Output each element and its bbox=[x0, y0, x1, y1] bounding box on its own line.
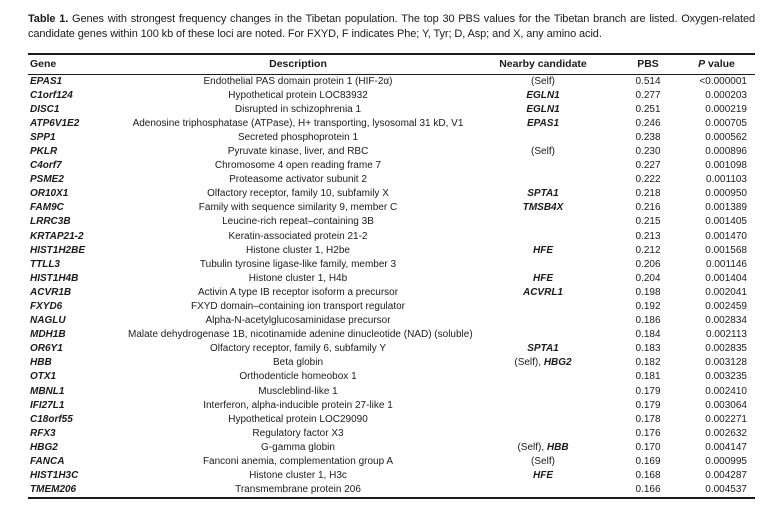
table-row bbox=[28, 427, 755, 441]
table-row bbox=[28, 258, 755, 272]
p-value-cell: 0.003235 bbox=[705, 371, 747, 383]
table-header bbox=[28, 54, 755, 74]
nearby-candidate-cell bbox=[468, 286, 618, 300]
gene-symbol: NAGLU bbox=[30, 315, 66, 327]
nearby-candidate-cell bbox=[468, 300, 618, 314]
description-cell: Adenosine triphosphatase (ATPase), H+ transporting, lysosomal 31 kD, V1 bbox=[132, 117, 464, 129]
table-row bbox=[28, 244, 755, 258]
pbs-cell: 0.183 bbox=[635, 343, 661, 355]
gene-cell bbox=[28, 103, 128, 117]
nearby-candidate-cell bbox=[468, 469, 618, 483]
pbs-cell: 0.514 bbox=[635, 75, 661, 87]
description-cell: Proteasome activator subunit 2 bbox=[229, 174, 367, 186]
gene-symbol: HBB bbox=[30, 357, 52, 369]
p-value-cell: 0.001103 bbox=[706, 174, 747, 186]
p-value-cell: 0.004147 bbox=[705, 441, 747, 453]
description-cell: Fanconi anemia, complementation group A bbox=[202, 456, 394, 468]
pbs-cell: 0.176 bbox=[635, 427, 661, 439]
pbs-cell: 0.215 bbox=[635, 216, 661, 228]
p-value-cell: 0.001404 bbox=[705, 272, 747, 284]
table-row bbox=[28, 469, 755, 483]
p-value-rest: value bbox=[708, 58, 735, 71]
table-caption bbox=[28, 12, 755, 41]
nearby-candidate-cell bbox=[468, 230, 618, 244]
nearby-candidate-cell bbox=[468, 427, 618, 441]
candidate-gene-symbol: HFE bbox=[533, 272, 553, 284]
nearby-candidate-cell bbox=[468, 215, 618, 229]
column-header-nearby-candidate: Nearby candidate bbox=[468, 54, 618, 74]
pbs-cell: 0.168 bbox=[635, 470, 661, 482]
pbs-cell: 0.216 bbox=[635, 202, 661, 214]
nearby-candidate-cell bbox=[468, 413, 618, 427]
caption-text-2: candidate genes within 100 kb of these loci are noted. For FXYD, F indicates Phe; Y, Tyr; D, Asp; and X, any amino acid. bbox=[28, 27, 602, 40]
nearby-candidate-cell bbox=[468, 342, 618, 356]
caption-line-2 bbox=[28, 27, 755, 42]
gene-cell bbox=[28, 356, 128, 370]
gene-cell bbox=[28, 159, 128, 173]
caption-text-1: Genes with strongest frequency changes in the Tibetan population. The top 30 PBS values for the Tibetan branch are listed. Oxygen-related bbox=[72, 13, 756, 25]
gene-symbol: LRRC3B bbox=[30, 216, 71, 228]
p-value-cell: 0.003128 bbox=[705, 357, 747, 369]
pbs-cell: 0.238 bbox=[635, 131, 661, 143]
description-cell: Secreted phosphoprotein 1 bbox=[237, 131, 359, 143]
candidate-plain: (Self) bbox=[531, 456, 555, 468]
gene-symbol: OR6Y1 bbox=[30, 343, 63, 355]
column-header-pbs: PBS bbox=[618, 54, 678, 74]
p-value-cell: 0.003064 bbox=[705, 399, 747, 411]
table-row bbox=[28, 300, 755, 314]
gene-symbol: OR10X1 bbox=[30, 188, 69, 200]
candidate-gene-symbol: HBG2 bbox=[543, 357, 572, 369]
gene-cell bbox=[28, 469, 128, 483]
candidate-gene-symbol: EGLN1 bbox=[526, 89, 560, 101]
gene-symbol: C18orf55 bbox=[30, 413, 73, 425]
nearby-candidate-cell bbox=[468, 356, 618, 370]
candidate-plain: (Self) bbox=[531, 75, 555, 87]
p-value-cell: 0.002271 bbox=[705, 413, 747, 425]
nearby-candidate-cell bbox=[468, 399, 618, 413]
gene-symbol: MDH1B bbox=[30, 329, 66, 341]
table-row bbox=[28, 117, 755, 131]
genes-table bbox=[28, 53, 755, 499]
table-row bbox=[28, 342, 755, 356]
description-cell: Muscleblind-like 1 bbox=[258, 385, 338, 397]
table-row bbox=[28, 399, 755, 413]
description-cell: Chromosome 4 open reading frame 7 bbox=[214, 160, 382, 172]
gene-cell bbox=[28, 427, 128, 441]
gene-cell bbox=[28, 89, 128, 103]
gene-cell bbox=[28, 300, 128, 314]
nearby-candidate-cell bbox=[468, 131, 618, 145]
gene-cell bbox=[28, 314, 128, 328]
gene-cell bbox=[28, 286, 128, 300]
table-row bbox=[28, 370, 755, 384]
description-cell: Hypothetical protein LOC83932 bbox=[228, 89, 368, 101]
description-cell: Orthodenticle homeobox 1 bbox=[239, 371, 357, 383]
gene-symbol: PSME2 bbox=[30, 174, 64, 186]
p-value-cell: 0.000705 bbox=[705, 117, 747, 129]
candidate-gene-symbol: EGLN1 bbox=[526, 103, 560, 115]
nearby-candidate-cell bbox=[468, 385, 618, 399]
candidate-gene-symbol: HFE bbox=[533, 470, 553, 482]
p-value-cell: 0.004287 bbox=[705, 470, 747, 482]
table-row bbox=[28, 159, 755, 173]
table-row bbox=[28, 187, 755, 201]
description-cell: Endothelial PAS domain protein 1 (HIF-2α) bbox=[203, 75, 393, 87]
gene-cell bbox=[28, 117, 128, 131]
pbs-cell: 0.169 bbox=[635, 456, 661, 468]
nearby-candidate-cell bbox=[468, 272, 618, 286]
gene-cell bbox=[28, 258, 128, 272]
gene-cell bbox=[28, 385, 128, 399]
description-cell: Tubulin tyrosine ligase-like family, member 3 bbox=[199, 258, 397, 270]
table-row bbox=[28, 413, 755, 427]
pbs-cell: 0.170 bbox=[635, 441, 661, 453]
p-value-cell: 0.000896 bbox=[705, 145, 747, 157]
gene-cell bbox=[28, 413, 128, 427]
description-cell: Olfactory receptor, family 10, subfamily X bbox=[207, 188, 389, 200]
candidate-gene-symbol: HBB bbox=[546, 441, 569, 453]
description-cell: Transmembrane protein 206 bbox=[235, 484, 361, 496]
pbs-cell: 0.192 bbox=[635, 301, 661, 312]
gene-symbol: EPAS1 bbox=[30, 75, 63, 87]
pbs-cell: 0.206 bbox=[635, 258, 661, 270]
pbs-cell: 0.182 bbox=[635, 357, 661, 369]
p-value-cell: 0.002834 bbox=[705, 315, 747, 327]
description-cell: Malate dehydrogenase 1B, nicotinamide adenine dinucleotide (NAD) (soluble) bbox=[128, 329, 473, 341]
gene-cell bbox=[28, 230, 128, 244]
gene-cell bbox=[28, 455, 128, 469]
table-row bbox=[28, 215, 755, 229]
gene-symbol: C4orf7 bbox=[30, 160, 62, 172]
table-row bbox=[28, 173, 755, 187]
p-value-cell: 0.000203 bbox=[705, 89, 747, 101]
description-cell: Beta globin bbox=[272, 357, 324, 369]
nearby-candidate-cell bbox=[468, 441, 618, 455]
table-body bbox=[28, 74, 755, 498]
gene-symbol: OTX1 bbox=[30, 371, 57, 383]
pbs-cell: 0.186 bbox=[635, 315, 661, 327]
description-cell: Keratin-associated protein 21-2 bbox=[228, 230, 368, 242]
nearby-candidate-cell bbox=[468, 483, 618, 498]
candidate-gene-symbol: EPAS1 bbox=[526, 117, 560, 129]
pbs-cell: 0.227 bbox=[635, 160, 661, 172]
description-cell: Family with sequence similarity 9, member C bbox=[198, 202, 398, 214]
table-row bbox=[28, 455, 755, 469]
pbs-cell: 0.198 bbox=[635, 286, 661, 298]
gene-symbol: MBNL1 bbox=[30, 385, 65, 397]
description-cell: Interferon, alpha-inducible protein 27-like 1 bbox=[203, 399, 393, 411]
nearby-candidate-cell bbox=[468, 117, 618, 131]
p-value-italic-p: P bbox=[698, 58, 706, 71]
gene-cell bbox=[28, 441, 128, 455]
pbs-cell: 0.222 bbox=[635, 174, 661, 186]
column-header-gene: Gene bbox=[28, 54, 128, 74]
column-header-description: Description bbox=[128, 54, 468, 74]
gene-symbol: HIST1H2BE bbox=[30, 244, 86, 256]
nearby-candidate-cell bbox=[468, 258, 618, 272]
gene-symbol: HIST1H3C bbox=[30, 470, 79, 482]
nearby-candidate-cell bbox=[468, 455, 618, 469]
p-value-cell: 0.000995 bbox=[705, 456, 747, 468]
pbs-cell: 0.230 bbox=[635, 145, 661, 157]
gene-cell bbox=[28, 145, 128, 159]
description-cell: Olfactory receptor, family 6, subfamily Y bbox=[210, 343, 386, 355]
pbs-cell: 0.184 bbox=[635, 329, 661, 341]
description-cell: G-gamma globin bbox=[261, 441, 335, 453]
gene-symbol: HIST1H4B bbox=[30, 272, 79, 284]
table-row bbox=[28, 441, 755, 455]
pbs-cell: 0.277 bbox=[635, 89, 661, 101]
description-cell: Disrupted in schizophrenia 1 bbox=[234, 103, 362, 115]
nearby-candidate-cell bbox=[468, 145, 618, 159]
p-value-cell: 0.001098 bbox=[705, 160, 747, 172]
gene-cell bbox=[28, 483, 128, 498]
table-row bbox=[28, 89, 755, 103]
pbs-cell: 0.204 bbox=[635, 272, 661, 284]
candidate-gene-symbol: ACVRL1 bbox=[522, 286, 563, 298]
p-value-cell: 0.001405 bbox=[705, 216, 747, 228]
description-cell: Hypothetical protein LOC29090 bbox=[228, 413, 368, 425]
table-row bbox=[28, 385, 755, 399]
pbs-cell: 0.212 bbox=[635, 244, 661, 256]
gene-cell bbox=[28, 173, 128, 187]
gene-symbol: DISC1 bbox=[30, 103, 60, 115]
gene-cell bbox=[28, 215, 128, 229]
table-row bbox=[28, 286, 755, 300]
candidate-plain: (Self) bbox=[531, 145, 555, 157]
pbs-cell: 0.246 bbox=[635, 117, 661, 129]
gene-cell bbox=[28, 201, 128, 215]
description-cell: Histone cluster 1, H4b bbox=[248, 272, 348, 284]
p-value-cell: 0.002459 bbox=[705, 301, 747, 312]
nearby-candidate-cell bbox=[468, 201, 618, 215]
pbs-cell: 0.181 bbox=[635, 371, 661, 383]
candidate-gene-symbol: SPTA1 bbox=[527, 188, 559, 200]
description-cell: Regulatory factor X3 bbox=[252, 427, 344, 439]
gene-symbol: KRTAP21-2 bbox=[30, 230, 84, 242]
nearby-candidate-cell bbox=[468, 328, 618, 342]
table-row bbox=[28, 74, 755, 89]
gene-symbol: FAM9C bbox=[30, 202, 64, 214]
p-value-cell: 0.004537 bbox=[705, 484, 747, 496]
gene-symbol: ACVR1B bbox=[30, 286, 72, 298]
header-row bbox=[28, 54, 755, 74]
gene-cell bbox=[28, 272, 128, 286]
gene-symbol: FXYD6 bbox=[30, 301, 63, 312]
pbs-cell: 0.251 bbox=[635, 103, 661, 115]
pbs-cell: 0.179 bbox=[635, 385, 661, 397]
pbs-cell: 0.213 bbox=[635, 230, 661, 242]
description-cell: Alpha-N-acetylglucosaminidase precursor bbox=[205, 315, 391, 327]
gene-cell bbox=[28, 399, 128, 413]
p-value-cell: 0.001389 bbox=[705, 202, 747, 214]
nearby-candidate-cell bbox=[468, 74, 618, 89]
nearby-candidate-cell bbox=[468, 159, 618, 173]
table-row bbox=[28, 103, 755, 117]
pbs-cell: 0.166 bbox=[635, 484, 661, 496]
gene-symbol: IFI27L1 bbox=[30, 399, 65, 411]
nearby-candidate-cell bbox=[468, 187, 618, 201]
gene-symbol: TTLL3 bbox=[30, 258, 60, 270]
gene-symbol: ATP6V1E2 bbox=[30, 117, 80, 129]
table-row bbox=[28, 328, 755, 342]
p-value-cell: <0.000001 bbox=[699, 75, 747, 87]
p-value-cell: 0.001146 bbox=[706, 258, 747, 270]
description-cell: Histone cluster 1, H2be bbox=[246, 244, 350, 256]
gene-symbol: RFX3 bbox=[30, 427, 56, 439]
description-cell: Histone cluster 1, H3c bbox=[249, 470, 347, 482]
gene-symbol: TMEM206 bbox=[30, 484, 77, 496]
candidate-gene-symbol: TMSB4X bbox=[522, 202, 564, 214]
description-cell: Activin A type IB receptor isoform a precursor bbox=[197, 286, 399, 298]
p-value-cell: 0.000950 bbox=[705, 188, 747, 200]
nearby-candidate-cell bbox=[468, 103, 618, 117]
candidate-plain: (Self), bbox=[517, 441, 547, 453]
nearby-candidate-cell bbox=[468, 370, 618, 384]
p-value-cell: 0.002041 bbox=[705, 286, 747, 298]
candidate-gene-symbol: HFE bbox=[533, 244, 553, 256]
table-row bbox=[28, 201, 755, 215]
pbs-cell: 0.218 bbox=[635, 188, 661, 200]
gene-cell bbox=[28, 187, 128, 201]
gene-cell bbox=[28, 328, 128, 342]
gene-symbol: PKLR bbox=[30, 145, 58, 157]
table-row bbox=[28, 145, 755, 159]
p-value-cell: 0.002113 bbox=[706, 329, 747, 341]
p-value-cell: 0.000219 bbox=[705, 103, 747, 115]
gene-cell bbox=[28, 244, 128, 258]
table-row bbox=[28, 356, 755, 370]
gene-cell bbox=[28, 342, 128, 356]
table-row bbox=[28, 272, 755, 286]
gene-symbol: SPP1 bbox=[30, 131, 56, 143]
description-cell: FXYD domain–containing ion transport regulator bbox=[190, 301, 405, 312]
table-row bbox=[28, 483, 755, 498]
nearby-candidate-cell bbox=[468, 173, 618, 187]
column-header-p-value bbox=[678, 54, 755, 74]
p-value-cell: 0.002835 bbox=[705, 343, 747, 355]
pbs-cell: 0.179 bbox=[635, 399, 661, 411]
gene-cell bbox=[28, 74, 128, 89]
gene-cell bbox=[28, 131, 128, 145]
p-value-cell: 0.002632 bbox=[705, 427, 747, 439]
candidate-gene-symbol: SPTA1 bbox=[527, 343, 559, 355]
table-row bbox=[28, 230, 755, 244]
gene-cell bbox=[28, 370, 128, 384]
p-value-cell: 0.001470 bbox=[705, 230, 747, 242]
table-row bbox=[28, 131, 755, 145]
nearby-candidate-cell bbox=[468, 314, 618, 328]
description-cell: Leucine-rich repeat–containing 3B bbox=[222, 216, 374, 228]
candidate-plain: (Self), bbox=[514, 357, 544, 369]
nearby-candidate-cell bbox=[468, 244, 618, 258]
p-value-cell: 0.000562 bbox=[705, 131, 747, 143]
gene-symbol: FANCA bbox=[30, 456, 65, 468]
gene-symbol: HBG2 bbox=[30, 441, 58, 453]
pbs-cell: 0.178 bbox=[635, 413, 661, 425]
caption-label: Table 1. bbox=[28, 13, 69, 25]
p-value-cell: 0.002410 bbox=[705, 385, 747, 397]
description-cell: Pyruvate kinase, liver, and RBC bbox=[227, 145, 369, 157]
table-row bbox=[28, 314, 755, 328]
gene-symbol: C1orf124 bbox=[30, 89, 73, 101]
nearby-candidate-cell bbox=[468, 89, 618, 103]
p-value-cell: 0.001568 bbox=[705, 244, 747, 256]
caption-line-1 bbox=[28, 12, 755, 27]
